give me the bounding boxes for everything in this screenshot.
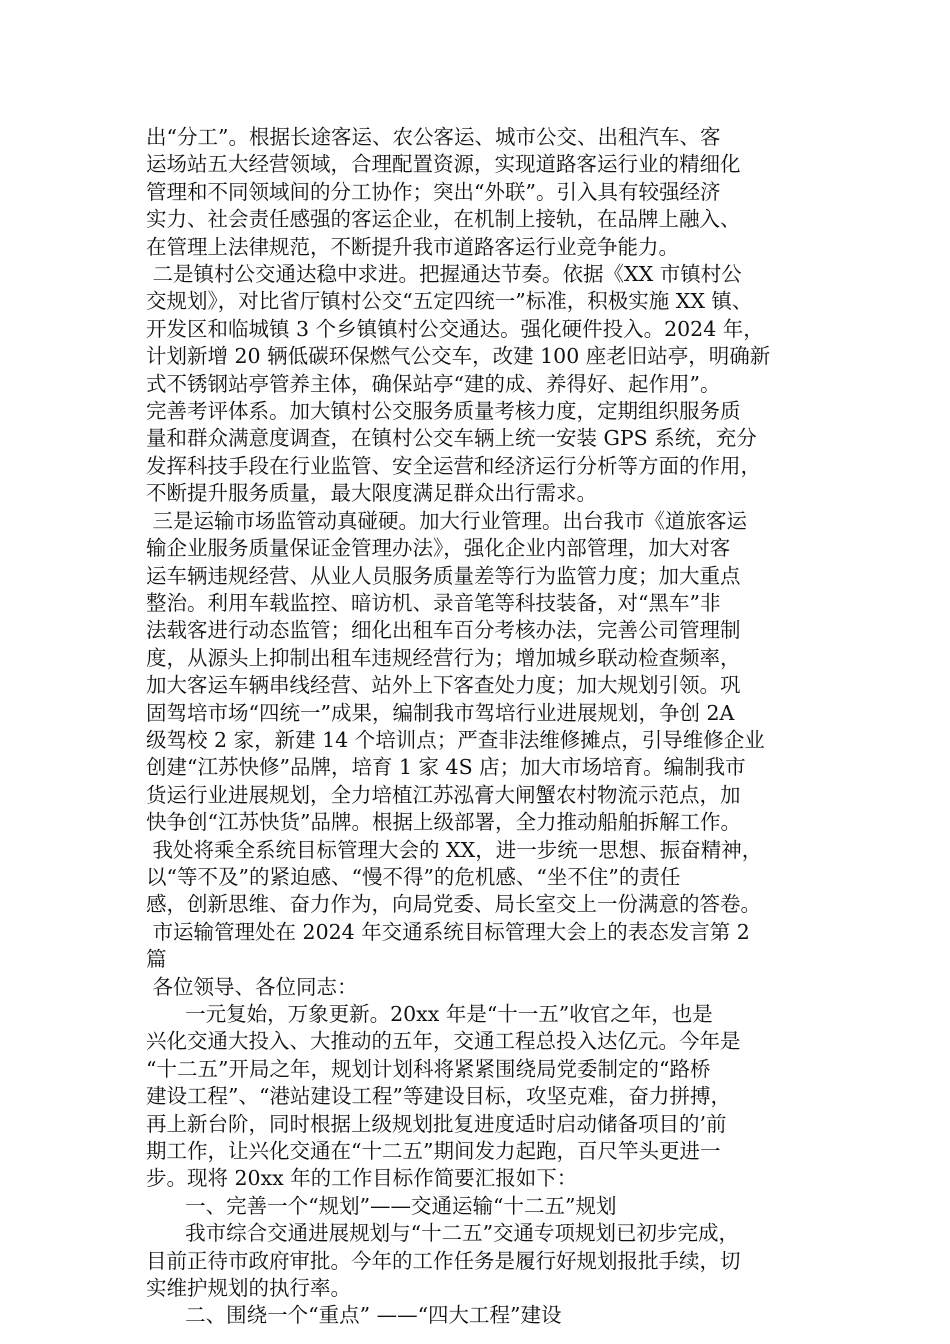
text-line: 我市综合交通进展规划与“十二五”交通专项规划已初步完成， xyxy=(146,1221,740,1246)
paragraph-division-of-labor xyxy=(146,124,826,261)
text-line: 完善考评体系。加大镇村公交服务质量考核力度，定期组织服务质 xyxy=(146,399,741,424)
text-line: 出“分工”。根据长途客运、农公客运、城市公交、出租汽车、客 xyxy=(146,125,721,149)
text-line: 发挥科技手段在行业监管、安全运营和经济运行分析等方面的作用， xyxy=(146,453,761,478)
heading-key-projects xyxy=(146,1302,826,1329)
text-line: 整治。利用车载监控、暗访机、录音笔等科技装备，对“黑车”非 xyxy=(146,590,721,615)
text-line: 计划新增 20 辆低碳环保燃气公交车，改建 100 座老旧站亭，明确新 xyxy=(146,344,771,369)
paragraph-village-bus xyxy=(146,261,826,508)
text-line: 以“等不及”的紧迫感、“慢不得”的危机感、“坐不住”的责任 xyxy=(146,864,681,889)
text-line: 市运输管理处在 2024 年交通系统目标管理大会上的表态发言第 2 xyxy=(146,919,750,944)
text-line: 加大客运车辆串线经营、站外上下客查处力度；加大规划引领。巩 xyxy=(146,673,741,698)
text-line: “十二五”开局之年，规划计划科将紧紧围绕局党委制定的“路桥 xyxy=(146,1056,711,1081)
heading-plan xyxy=(146,1193,826,1220)
text-line: 固驾培市场“四统一”成果，编制我市驾培行业进展规划，争创 2A xyxy=(146,700,735,725)
text-line: 一元复始，万象更新。20xx 年是“十一五”收官之年，也是 xyxy=(146,1002,713,1026)
text-line: 三是运输市场监管动真碰硬。加大行业管理。出台我市《道旅客运 xyxy=(146,508,748,533)
text-line: 不断提升服务质量，最大限度满足群众出行需求。 xyxy=(146,481,597,506)
text-line: 感，创新思维、奋力作为，向局党委、局长室交上一份满意的答卷。 xyxy=(146,892,761,917)
text-line: 实维护规划的执行率。 xyxy=(146,1276,351,1301)
text-line: 各位领导、各位同志： xyxy=(146,974,358,999)
paragraph-market-supervision xyxy=(146,508,826,837)
text-line: 在管理上法律规范，不断提升我市道路客运行业竞争能力。 xyxy=(146,234,679,259)
text-line: 交规划》，对比省厅镇村公交“五定四统一”标准，积极实施 XX 镇、 xyxy=(146,289,753,314)
text-line: 度，从源头上抑制出租车违规经营行为；增加城乡联动检查频率， xyxy=(146,645,741,670)
section-title xyxy=(146,919,826,974)
text-line: 目前正待市政府审批。今年的工作任务是履行好规划报批手续，切 xyxy=(146,1248,741,1273)
text-line: 步。现将 20xx 年的工作目标作简要汇报如下： xyxy=(146,1166,578,1191)
text-line: 实力、社会责任感强的客运企业，在机制上接轨，在品牌上融入、 xyxy=(146,207,741,232)
text-line: 法载客进行动态监管；细化出租车百分考核办法，完善公司管理制 xyxy=(146,618,741,643)
text-line: 输企业服务质量保证金管理办法》，强化企业内部管理，加大对客 xyxy=(146,536,731,561)
text-line: 我处将乘全系统目标管理大会的 XX，进一步统一思想、振奋精神， xyxy=(146,837,763,862)
text-line: 二、围绕一个“重点” ——“四大工程”建设 xyxy=(146,1303,562,1328)
paragraph-closing-pledge xyxy=(146,837,826,919)
paragraph-plan xyxy=(146,1220,826,1302)
text-line: 兴化交通大投入、大推动的五年，交通工程总投入达亿元。今年是 xyxy=(146,1029,741,1054)
text-line: 货运行业进展规划，全力培植江苏泓膏大闸蟹农村物流示范点，加 xyxy=(146,782,741,807)
document-page xyxy=(146,124,826,1330)
text-line: 级驾校 2 家，新建 14 个培训点；严查非法维修摊点，引导维修企业 xyxy=(146,727,765,752)
text-line: 运车辆违规经营、从业人员服务质量差等行为监管力度；加大重点 xyxy=(146,563,741,588)
text-line: 量和群众满意度调查，在镇村公交车辆上统一安装 GPS 系统，充分 xyxy=(146,426,757,451)
text-line: 建设工程”、“港站建设工程”等建设目标，攻坚克难，奋力拼搏， xyxy=(146,1084,731,1109)
text-line: 开发区和临城镇 3 个乡镇镇村公交通达。强化硬件投入。2024 年， xyxy=(146,316,764,341)
text-line: 期工作，让兴化交通在“十二五”期间发力起跑，百尺竿头更进一 xyxy=(146,1139,721,1164)
text-line: 再上新台阶，同时根据上级规划批复进度适时启动储备项目的’前 xyxy=(146,1111,727,1136)
text-line: 快争创“江苏快货”品牌。根据上级部署，全力推动船舶拆解工作。 xyxy=(146,810,741,835)
text-line: 二是镇村公交通达稳中求进。把握通达节奏。依据《XX 市镇村公 xyxy=(146,262,742,287)
text-line: 管理和不同领域间的分工协作；突出“外联”。引入具有较强经济 xyxy=(146,179,721,204)
paragraph-introduction xyxy=(146,1001,826,1193)
text-line: 运场站五大经营领域，合理配置资源，实现道路客运行业的精细化 xyxy=(146,152,741,177)
text-line: 一、完善一个“规划”——交通运输“十二五”规划 xyxy=(146,1193,617,1218)
text-line: 式不锈钢站亭管养主体，确保站亭“建的成、养得好、起作用”。 xyxy=(146,371,721,396)
text-line: 创建“江苏快修”品牌，培育 1 家 4S 店；加大市场培育。编制我市 xyxy=(146,755,746,780)
text-line: 篇 xyxy=(146,947,167,972)
salutation xyxy=(146,974,826,1001)
